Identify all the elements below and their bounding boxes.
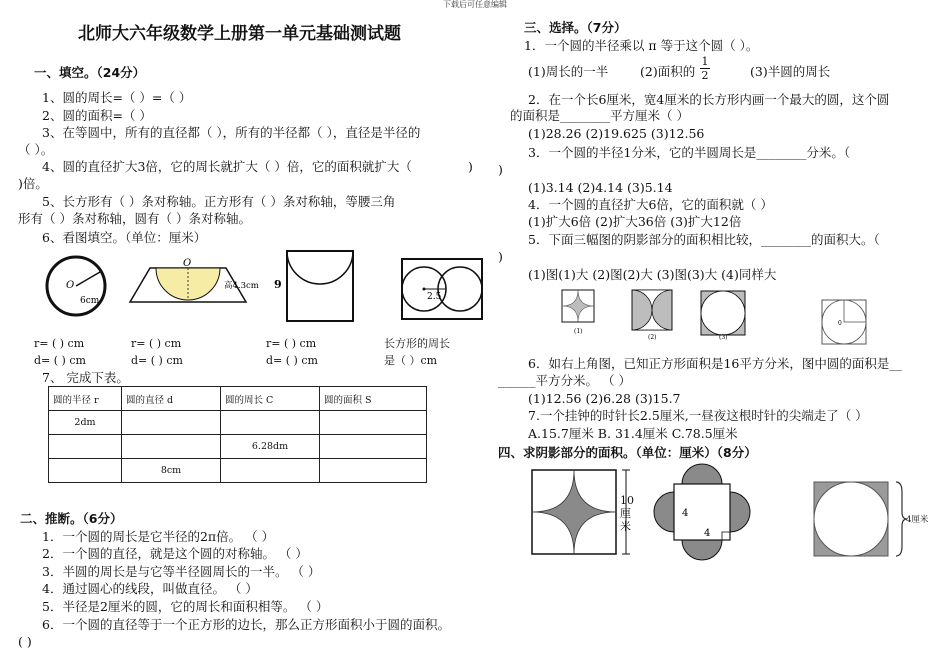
rectangle-two-circles-figure <box>398 255 486 323</box>
fill-in-table <box>48 386 427 483</box>
table-cell[interactable] <box>320 435 427 459</box>
question-text: 1、圆的周长=（ ）=（ ） <box>42 90 192 105</box>
answer-blank: d= ( ) cm <box>34 354 86 367</box>
question-text: ) <box>468 159 473 174</box>
question-text: 5、长方形有（ ）条对称轴。正方形有（ ）条对称轴，等腰三角 <box>42 194 396 209</box>
section-4-heading: 四、求阴影部分的面积。（单位：厘米）（8分） <box>498 445 757 460</box>
answer-blank: 是（ ）cm <box>384 354 438 367</box>
side-label: 10厘米 <box>620 494 634 533</box>
choice-option: (3)半圆的周长 <box>750 64 831 79</box>
table-cell[interactable] <box>49 435 122 459</box>
trapezoid-semicircle-figure <box>128 258 268 310</box>
table-cell[interactable] <box>221 411 320 435</box>
answer-blank: r= ( ) cm <box>34 337 85 350</box>
square-semicircle-figure <box>270 248 370 324</box>
question-text: 3．一个圆的半径1分米，它的半圆周长是________分米。（ <box>528 145 851 160</box>
question-text: 1．一个圆的半径乘以 π 等于这个圆（ ）。 <box>524 38 759 53</box>
fraction-numerator: 1 <box>701 55 709 68</box>
side-label: 4 <box>682 508 689 519</box>
radius-label: 6cm <box>80 296 100 306</box>
table-cell[interactable] <box>221 459 320 483</box>
choice-option: (1)3.14 (2)4.14 (3)5.14 <box>528 180 673 195</box>
fraction <box>700 55 710 82</box>
question-text: 3、在等圆中，所有的直径都（ ），所有的半径都（ ），直径是半径的 <box>42 125 421 140</box>
shaded-figure-3 <box>698 288 748 340</box>
svg-text:0: 0 <box>838 320 842 327</box>
table-header: 圆的直径 d <box>122 387 221 411</box>
table-cell: 8cm <box>122 459 221 483</box>
answer-blank: ( ) <box>18 634 32 649</box>
table-cell[interactable] <box>122 435 221 459</box>
judgement-item: 3．半圆的周长是与它等半径圆周长的一半。 （ ） <box>42 564 321 579</box>
question-text: 6．如右上角图，已知正方形面积是16平方分米，图中圆的面积是__ <box>528 356 902 371</box>
question-text: 2、圆的面积=（ ） <box>42 108 152 123</box>
judgement-item: 2．一个圆的直径，就是这个圆的对称轴。 （ ） <box>42 546 308 561</box>
table-cell[interactable] <box>320 411 427 435</box>
section-1-heading: 一、填空。（24分） <box>34 65 146 80</box>
question-text: 2．在一个长6厘米，宽4厘米的长方形内画一个最大的圆，这个圆 <box>528 92 890 107</box>
judgement-item: 6．一个圆的直径等于一个正方形的边长，那么正方形面积小于圆的面积。 <box>42 617 450 632</box>
side-label: 4厘米 <box>906 515 929 525</box>
choice-option: (1)图(1)大 (2)图(2)大 (3)图(3)大 (4)同样大 <box>528 267 777 282</box>
table-cell[interactable] <box>122 411 221 435</box>
question-text: 4、圆的直径扩大3倍，它的周长就扩大（ ）倍，它的面积就扩大（ <box>42 159 412 174</box>
question-text: 4．一个圆的直径扩大6倍，它的面积就（ ） <box>528 197 773 212</box>
choice-option: (2)面积的 <box>640 64 696 79</box>
page-header: 下载后可任意编辑 <box>443 0 507 9</box>
side-label: 4 <box>704 528 711 539</box>
table-cell[interactable] <box>49 459 122 483</box>
choice-option: (1)28.26 (2)19.625 (3)12.56 <box>528 126 705 141</box>
choice-option: (1)扩大6倍 (2)扩大36倍 (3)扩大12倍 <box>528 214 742 229</box>
question-text: 形有（ ）条对称轴，圆有（ ）条对称轴。 <box>18 211 251 226</box>
question-text: 7.一个挂钟的时针长2.5厘米,一昼夜这根时针的尖端走了（ ） <box>528 408 868 423</box>
question-text: )倍。 <box>18 176 48 191</box>
square-circle-figure <box>820 298 870 346</box>
height-label: 高4.3cm <box>224 281 259 291</box>
judgement-item: 5．半径是2厘米的圆，它的周长和面积相等。 （ ） <box>42 599 329 614</box>
table-cell[interactable] <box>320 459 427 483</box>
figure-label: (1) <box>574 328 583 335</box>
fraction-denominator: 2 <box>701 69 709 82</box>
question-text: ______平方分米。 （ ） <box>498 373 631 388</box>
table-header: 圆的半径 r <box>49 387 122 411</box>
question-text: 5．下面三幅图的阴影部分的面积相比较，________的面积大。（ <box>528 232 880 247</box>
table-cell: 6.28dm <box>221 435 320 459</box>
center-label: O <box>66 280 75 291</box>
section-2-heading: 二、推断。（6分） <box>20 511 123 526</box>
judgement-item: 1．一个圆的周长是它半径的2π倍。 （ ） <box>42 529 275 544</box>
radius-label: 2.5 <box>427 292 442 302</box>
question-text: ) <box>498 249 503 264</box>
center-label: O <box>183 258 192 269</box>
question-text: （ ）。 <box>18 142 54 157</box>
figure-label: (2) <box>648 334 657 341</box>
table-cell: 2dm <box>49 411 122 435</box>
answer-blank: r= ( ) cm <box>131 337 182 350</box>
figure-label: (3) <box>719 334 728 341</box>
table-header: 圆的面积 S <box>320 387 427 411</box>
question-text: 7、 完成下表。 <box>42 370 129 385</box>
answer-blank: d= ( ) cm <box>266 354 318 367</box>
table-header: 圆的周长 C <box>221 387 320 411</box>
choice-option: (1)12.56 (2)6.28 (3)15.7 <box>528 391 681 406</box>
shaded-figure-1 <box>560 288 596 336</box>
judgement-item: 4．通过圆心的线段，叫做直径。 （ ） <box>42 581 258 596</box>
shaded-area-figure-2 <box>658 462 748 562</box>
question-text: 的面积是________平方厘米（ ） <box>510 108 689 123</box>
answer-blank: r= ( ) cm <box>266 337 317 350</box>
page-title: 北师大六年级数学上册第一单元基础测试题 <box>78 24 401 44</box>
question-text: 长方形的周长 <box>384 337 450 350</box>
circle-figure <box>40 252 120 322</box>
section-3-heading: 三、选择。（7分） <box>524 20 627 35</box>
choice-option: A.15.7厘米 B. 31.4厘米 C.78.5厘米 <box>528 426 738 441</box>
choice-option: (1)周长的一半 <box>528 64 609 79</box>
answer-blank: d= ( ) cm <box>131 354 183 367</box>
side-label: 9 <box>274 278 282 291</box>
shaded-figure-2 <box>630 288 676 340</box>
question-text: 6、看图填空。（单位：厘米） <box>42 230 207 245</box>
question-text: ) <box>498 162 503 177</box>
